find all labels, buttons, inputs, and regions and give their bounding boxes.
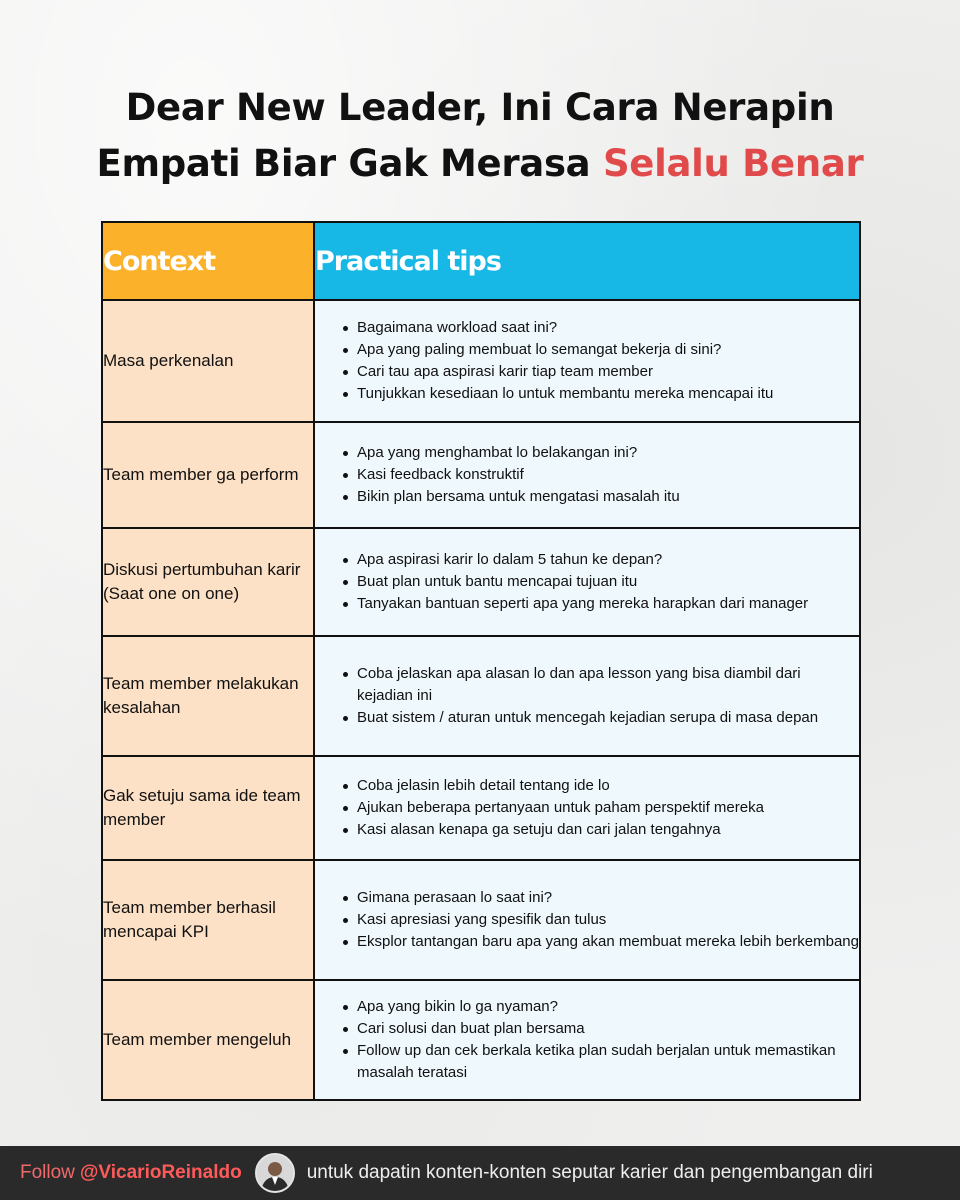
tips-cell [314, 528, 860, 636]
page-title [0, 80, 960, 192]
tip-item: Cari tau apa aspirasi karir tiap team member [357, 361, 859, 383]
title-accent: Selalu Benar [602, 142, 864, 185]
tip-item: Buat sistem / aturan untuk mencegah kejadian serupa di masa depan [357, 707, 859, 729]
context-text: Team member melakukan kesalahan [103, 674, 299, 717]
context-text: Team member berhasil mencapai KPI [103, 898, 276, 941]
tip-item: Apa yang paling membuat lo semangat bekerja di sini? [357, 339, 859, 361]
tip-item: Eksplor tantangan baru apa yang akan membuat mereka lebih berkembang [357, 931, 859, 953]
footer-bar [0, 1146, 960, 1200]
context-cell [102, 756, 314, 860]
tip-item: Tunjukkan kesediaan lo untuk membantu mereka mencapai itu [357, 383, 859, 405]
context-cell [102, 860, 314, 980]
tips-cell [314, 860, 860, 980]
title-line-2 [0, 136, 960, 192]
table-row [102, 636, 860, 756]
context-text: Gak setuju sama ide team member [103, 786, 301, 829]
context-text: Masa perkenalan [103, 351, 234, 370]
tips-cell [314, 980, 860, 1100]
tip-item: Tanyakan bantuan seperti apa yang mereka harapkan dari manager [357, 593, 859, 615]
title-line-1: Dear New Leader, Ini Cara Nerapin [125, 86, 835, 129]
tip-item: Cari solusi dan buat plan bersama [357, 1018, 859, 1040]
tip-item: Apa yang bikin lo ga nyaman? [357, 996, 859, 1018]
context-text: (Saat one on one) [103, 584, 240, 603]
table-row [102, 860, 860, 980]
context-text: Team member ga perform [103, 465, 299, 484]
tip-item: Kasi apresiasi yang spesifik dan tulus [357, 909, 859, 931]
tips-list [315, 317, 859, 405]
tip-item: Coba jelasin lebih detail tentang ide lo [357, 775, 859, 797]
table-row [102, 980, 860, 1100]
context-text: Team member mengeluh [103, 1030, 292, 1049]
tip-item: Bagaimana workload saat ini? [357, 317, 859, 339]
tip-item: Kasi alasan kenapa ga setuju dan cari jalan tengahnya [357, 819, 859, 841]
table-header-row [102, 222, 860, 300]
tips-list [315, 996, 859, 1084]
tip-item: Kasi feedback konstruktif [357, 464, 859, 486]
person-avatar-icon [255, 1153, 295, 1193]
tips-table [101, 221, 861, 1101]
context-cell [102, 528, 314, 636]
tip-item: Bikin plan bersama untuk mengatasi masalah itu [357, 486, 859, 508]
table-row [102, 422, 860, 528]
tips-cell [314, 756, 860, 860]
context-cell [102, 300, 314, 422]
footer-tagline: untuk dapatin konten-konten seputar karier dan pengembangan diri [306, 1162, 873, 1183]
tip-item: Coba jelaskan apa alasan lo dan apa lesson yang bisa diambil dari kejadian ini [357, 663, 859, 707]
header-practical-tips: Practical tips [314, 222, 860, 300]
tips-cell [314, 300, 860, 422]
tips-list [315, 663, 859, 729]
footer-follow-text: Follow [20, 1162, 75, 1183]
tip-item: Apa aspirasi karir lo dalam 5 tahun ke depan? [357, 549, 859, 571]
tip-item: Follow up dan cek berkala ketika plan sudah berjalan untuk memastikan masalah teratasi [357, 1040, 859, 1084]
title-line-2-prefix: Empati Biar Gak Merasa [96, 142, 603, 185]
table-row [102, 300, 860, 422]
tip-item: Buat plan untuk bantu mencapai tujuan itu [357, 571, 859, 593]
context-text: Diskusi pertumbuhan karir [103, 560, 301, 579]
tip-item: Gimana perasaan lo saat ini? [357, 887, 859, 909]
table-body [102, 300, 860, 1100]
tips-list [315, 442, 859, 508]
context-cell [102, 422, 314, 528]
tips-list [315, 549, 859, 615]
context-cell [102, 636, 314, 756]
tip-item: Apa yang menghambat lo belakangan ini? [357, 442, 859, 464]
table-row [102, 528, 860, 636]
footer-handle-link[interactable]: @VicarioReinaldo [79, 1162, 242, 1183]
table-row [102, 756, 860, 860]
tips-list [315, 775, 859, 841]
header-context: Context [102, 222, 314, 300]
tips-list [315, 887, 859, 953]
context-cell [102, 980, 314, 1100]
tips-cell [314, 636, 860, 756]
tips-cell [314, 422, 860, 528]
tip-item: Ajukan beberapa pertanyaan untuk paham perspektif mereka [357, 797, 859, 819]
